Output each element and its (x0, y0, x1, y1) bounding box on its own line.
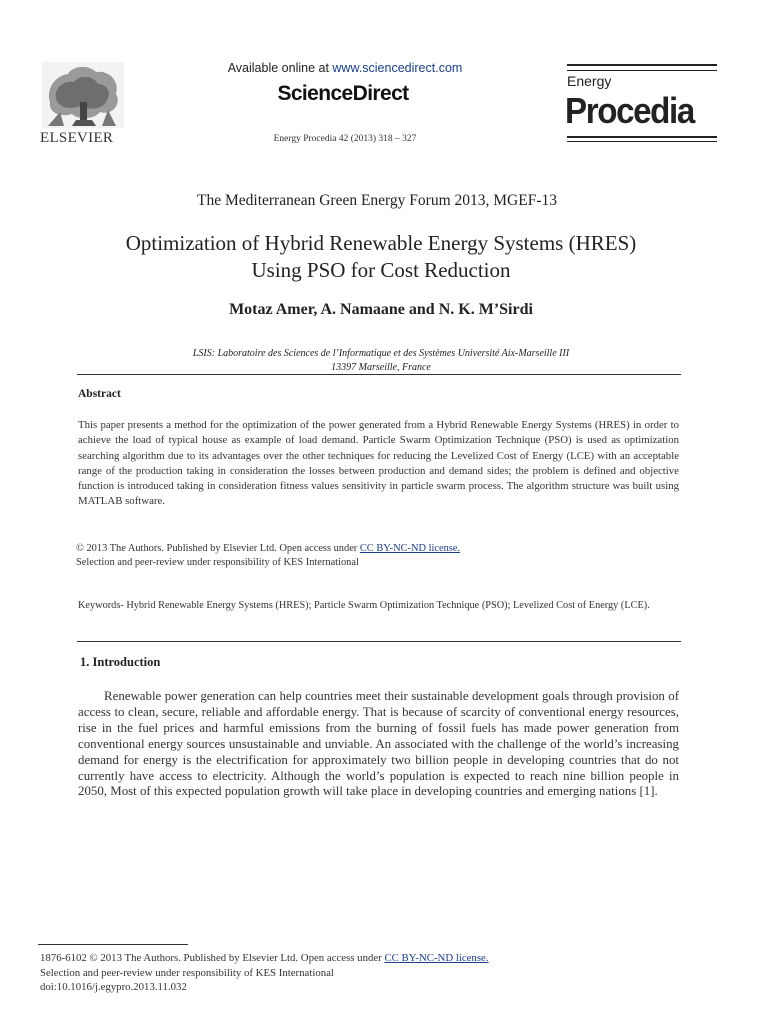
footer-issn-copyright: 1876-6102 © 2013 The Authors. Published by Elsevier Ltd. Open access under (40, 952, 385, 964)
abstract-heading: Abstract (78, 388, 121, 400)
copyright-text: © 2013 The Authors. Published by Elsevier Ltd. Open access under (76, 543, 360, 554)
journal-name-big: Procedia (565, 90, 694, 131)
footnote-rule (38, 944, 188, 945)
copyright-block (76, 542, 679, 570)
title-line-1: Optimization of Hybrid Renewable Energy Systems (HRES) (125, 231, 637, 255)
platform-name: ScienceDirect (277, 82, 409, 105)
title-line-2: Using PSO for Cost Reduction (251, 258, 511, 282)
divider (77, 374, 681, 375)
journal-reference: Energy Procedia 42 (2013) 318 – 327 (273, 134, 417, 144)
paper-title (0, 230, 762, 284)
keywords: Keywords- Hybrid Renewable Energy Systems (HRES); Particle Swarm Optimization Technique (PSO); Levelized Cost of Energy (LCE). (78, 600, 650, 611)
footer-peer-review: Selection and peer-review under responsibility of KES International (40, 966, 334, 979)
authors: Motaz Amer, A. Namaane and N. K. M’Sirdi (229, 301, 533, 318)
affiliation (0, 347, 762, 375)
journal-rule (567, 136, 717, 138)
footer (40, 951, 720, 995)
affiliation-line-2: 13397 Marseille, France (331, 362, 431, 373)
publisher-logo-word: ELSEVIER (40, 130, 114, 146)
sciencedirect-link[interactable]: www.sciencedirect.com (332, 61, 463, 75)
introduction-text: Renewable power generation can help countries meet their sustainable development goals through provision of access to clean, secure, reliable and affordable energy. That is because of scarcity of conventional energy resources, rise in the fuel prices and harmful emissions from the burning of fossil fuels has made power generation from conventional energy sources unsustainable and unviable. An associated with the challenge of the world’s increasing demand for energy is the electrification for approximately two billion people in developing countries that do not currently have access to electricity. Although the world’s population is expected to reach nine billion people in 2050, Most of this expected population growth will take place in developing countries and emerging nations [1]. (78, 689, 679, 799)
available-prefix: Available online at (227, 61, 333, 75)
footer-license-link[interactable]: CC BY-NC-ND license. (384, 952, 489, 964)
peer-review-line: Selection and peer-review under responsibility of KES International (76, 557, 359, 568)
journal-rule (567, 70, 717, 71)
divider (77, 641, 681, 642)
license-link[interactable]: CC BY-NC-ND license. (359, 543, 461, 554)
journal-rule (567, 141, 717, 142)
footer-doi: doi:10.1016/j.egypro.2013.11.032 (40, 981, 187, 994)
affiliation-line-1: LSIS: Laboratoire des Sciences de l’Informatique et des Systèmes Université Aix-Marseille III (192, 348, 570, 359)
abstract-text: This paper presents a method for the optimization of the power generated from a Hybrid Renewable Energy Systems (HRES) in order to achieve the load of typical house as example of load demand. Particle Swarm Optimization Technique (PSO) is used as optimization searching algorithm due to its advantages over the other techniques for reducing the Levelized Cost of Energy (LCE) with an acceptable range of the production taking in consideration the losses between production and demand sides; the problem is defined and objective function is introduced taking in consideration fitness values sensitivity in particle swarm process. The algorithm structure was built using MATLAB software. (78, 419, 679, 508)
section-heading-introduction: 1. Introduction (80, 655, 161, 669)
journal-rule (567, 64, 717, 66)
introduction-paragraph (78, 689, 679, 800)
journal-name-small: Energy (567, 73, 612, 89)
conference-name: The Mediterranean Green Energy Forum 2013, MGEF-13 (197, 192, 557, 209)
